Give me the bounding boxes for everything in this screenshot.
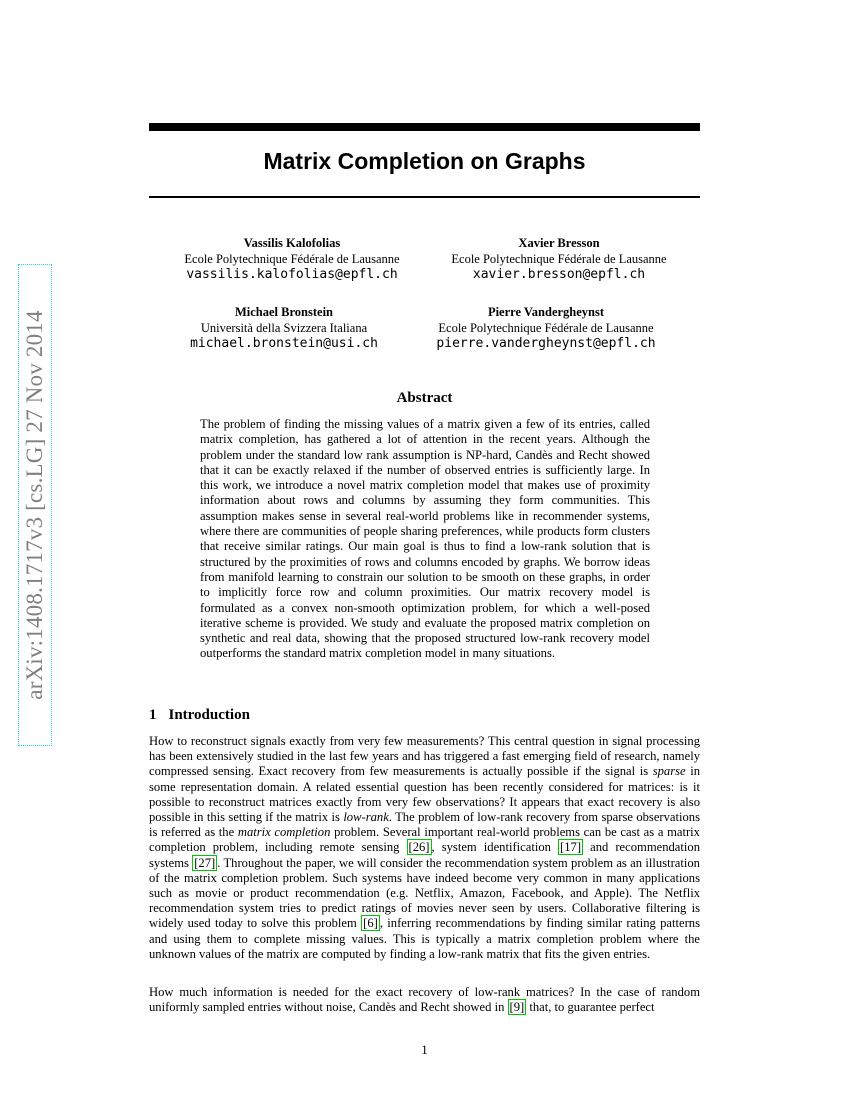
title-top-rule (149, 123, 700, 131)
section-title: Introduction (168, 707, 250, 723)
intro-paragraph-1: How to reconstruct signals exactly from very few measurements? This central question in signal processing has been extensively studied in the last few years and has triggered a fast emerging field of research, namely compressed sensing. Exact recovery from few measurements is actually possible if the signal is sparse in some representation domain. A related essential question has been recently considered for matrices: is it possible to reconstruct matrices exactly from very few observations? It appears that exact recovery is also possible in this setting if the matrix is low-rank. The problem of low-rank recovery from sparse observations is referred as the matrix completion problem. Several important real-world problems can be cast as a matrix completion problem, including remote sensing [26] , system identification [17] and recommendation systems [27] . Throughout the paper, we will consider the recommendation system problem as an illustration of the matrix completion problem. Such systems have indeed become very common in many applications such as movie or product recommendation (e.g. Netflix, Amazon, Facebook, and Apple). The Netflix recommendation system tries to predict ratings of movies never seen by users. Collaborative filtering is widely used today to solve this problem [6] , inferring recommendations by finding similar rating patterns and using them to complete missing values. This is typically a matrix completion problem where the unknown values of the matrix are computed by finding a low-rank matrix that fits the given entries. (149, 734, 700, 961)
author-name: Vassilis Kalofolias (243, 236, 341, 250)
author-block (406, 305, 686, 352)
emphasis: low-rank (343, 810, 389, 825)
author-affiliation: Ecole Polytechnique Fédérale de Lausanne (438, 320, 654, 335)
author-email[interactable]: pierre.vandergheynst@epfl.ch (436, 336, 656, 351)
author-name: Xavier Bresson (518, 236, 600, 250)
abstract-text: The problem of finding the missing values of a matrix given a few of its entries, called matrix completion, has gathered a lot of attention in the recent years. Although the problem under the standard low rank assumption is NP-hard, Candès and Recht showed that it can be exactly relaxed if the number of observed entries is sufficiently large. In this work, we introduce a novel matrix completion model that makes use of proximity information about rows and columns by assuming they form communities. This assumption makes sense in several real-world problems like in recommender systems, where there are communities of people sharing preferences, while products form clusters that receive similar ratings. Our main goal is thus to find a low-rank solution that is structured by the proximities of rows and columns encoded by graphs. We borrow ideas from manifold learning to constrain our solution to be smooth on these graphs, in order to implicitly force row and column proximities. Our matrix recovery model is formulated as a convex non-smooth optimization problem, for which a well-posed iterative scheme is provided. We study and evaluate the proposed matrix completion on synthetic and real data, showing that the proposed structured low-rank recovery model outperforms the standard matrix completion model in many situations. (200, 417, 650, 661)
citation-link[interactable]: [26] (408, 840, 430, 855)
section-heading (149, 707, 250, 724)
author-affiliation: Ecole Polytechnique Fédérale de Lausanne (184, 251, 400, 266)
emphasis: sparse (652, 764, 686, 779)
author-block (419, 236, 699, 283)
abstract-heading: Abstract (396, 390, 453, 406)
citation-link[interactable]: [9] (509, 1000, 525, 1015)
citation-link[interactable]: [17] (560, 840, 582, 855)
author-affiliation: Università della Svizzera Italiana (200, 320, 368, 335)
author-name: Pierre Vandergheynst (487, 305, 605, 319)
intro-paragraph-2: How much information is needed for the exact recovery of low-rank matrices? In the case of random uniformly sampled entries without noise, Candès and Recht showed in [9] that, to guarantee perfect (149, 985, 700, 1015)
section-number: 1 (149, 707, 157, 723)
author-email[interactable]: xavier.bresson@epfl.ch (472, 267, 646, 282)
citation-link[interactable]: [27] (194, 855, 216, 870)
paper-title: Matrix Completion on Graphs (263, 148, 586, 174)
author-name: Michael Bronstein (234, 305, 334, 319)
author-affiliation: Ecole Polytechnique Fédérale de Lausanne (451, 251, 667, 266)
author-email[interactable]: michael.bronstein@usi.ch (190, 336, 378, 351)
author-block (144, 305, 424, 352)
arxiv-stamp (18, 264, 52, 746)
author-block (152, 236, 432, 283)
page-number: 1 (421, 1042, 428, 1057)
title-bottom-rule (149, 196, 700, 198)
author-email[interactable]: vassilis.kalofolias@epfl.ch (186, 267, 398, 282)
citation-link[interactable]: [6] (363, 916, 378, 931)
emphasis: matrix completion (237, 825, 331, 840)
arxiv-id: arXiv:1408.1717v3 [cs.LG] 27 Nov 2014 (22, 310, 47, 700)
